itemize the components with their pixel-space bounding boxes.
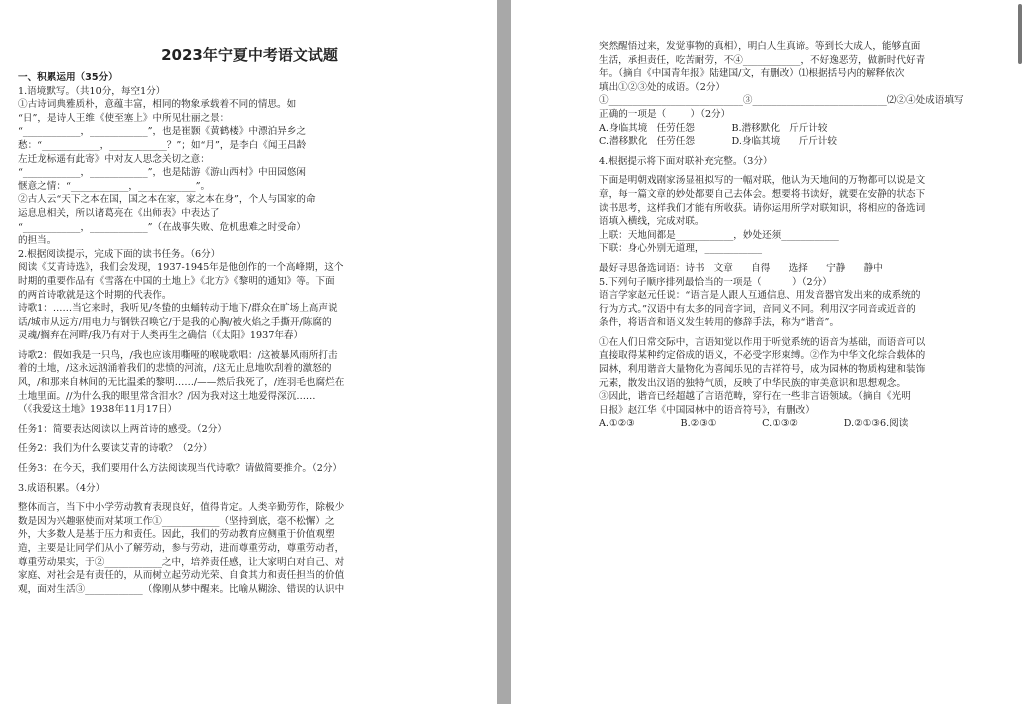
text-line: 上联：天地间都是____________，妙处还须____________ <box>599 229 839 241</box>
text-line: 直接取得某种约定俗成的语义，不必受字形束缚。②作为中华文化综合载体的 <box>599 350 926 362</box>
text-line: 最好寻思备选词语：诗书 文章 自得 选择 宁静 静中 <box>599 262 883 274</box>
text-line: 条件，将语音和语义发生转用的修辞手法，称为“谐音”。 <box>599 317 840 329</box>
text-line: “____________，____________”，也是陆游《游山西村》中田园悠闲 <box>18 167 307 179</box>
page-right-text <box>599 40 1004 431</box>
text-line: 诗歌1：……当它来时，我听见/冬蛰的虫蛹转动于地下/群众在旷场上高声说 <box>18 303 338 315</box>
text-line: 诗歌2：假如我是一只鸟，/我也应该用嘶哑的喉咙歌唱：/这被暴风雨所打击 <box>18 349 338 361</box>
text-line: 1.语境默写。（共10分，每空1分） <box>18 85 166 97</box>
text-line: A.身临其境 任劳任怨 B.潜移默化 斤斤计较 <box>599 122 828 134</box>
text-line: 阅读《艾青诗选》，我们会发现，1937-1945年是他创作的一个高峰期，这个 <box>18 262 344 274</box>
text-line: 突然醒悟过来，发觉事物的真相），明白人生真谛。等到长大成人，能够直面 <box>599 41 921 52</box>
text-line: 任务3：在今天，我们要用什么方法阅读现当代诗歌？请做简要推介。（2分） <box>18 463 343 475</box>
text-line: ①古诗词典雅质朴，意蕴丰富，相同的物象承载着不同的情思。如 <box>18 99 297 111</box>
text-line: 下面是明朝戏剧家汤显祖拟写的一幅对联，他认为天地间的万物都可以说是文 <box>599 175 926 187</box>
text-line: 话/城市从远方/用电力与钢铁召唤它/于是我的心胸/被火焰之手撕开/陈腐的 <box>18 316 332 328</box>
text-line: 的两首诗歌就是这个时期的代表作。 <box>18 289 172 301</box>
text-line: （《我爱这土地》1938年11月17日） <box>18 404 178 416</box>
text-line: 惬意之情：“____________，____________”。 <box>18 180 211 192</box>
text-line: A.①②③ B.②③① C.①③② D.②①③6.阅读 <box>599 418 909 430</box>
text-line: 3.成语积累。（4分） <box>18 482 106 494</box>
text-line: 任务2：我们为什么要读艾青的诗歌？（2分） <box>18 443 213 455</box>
text-line: “____________，____________”（在战事失败、危机患难之时受命） <box>18 221 307 233</box>
text-line: 家庭、对社会是有责任的，从而树立起劳动光荣、自食其力和责任担当的价值 <box>18 570 345 582</box>
text-line: 时期的重要作品有《雪落在中国的土地上》《北方》《黎明的通知》等。下面 <box>18 275 335 287</box>
text-line: 整体而言，当下中小学劳动教育表现良好，值得肯定。人类辛勤劳作，除极少 <box>18 502 345 514</box>
text-line: 填出①②③处的成语。（2分） <box>599 81 726 93</box>
text-line: 运息息相关，所以诸葛亮在《出师表》中表达了 <box>18 207 220 219</box>
text-line: ①在人们日常交际中，言语知觉以作用于听觉系统的语音为基础，而语音可以 <box>599 336 926 348</box>
text-line: 园林，利用谐音大量物化为喜闻乐见的吉祥符号，成为园林的物质构建和装饰 <box>599 364 926 376</box>
text-line: 左迁龙标遥有此寄》中对友人思念关切之意： <box>18 153 210 165</box>
text-line: 日报》赵江华《中国园林中的语音符号》，有删改） <box>599 404 815 416</box>
text-line: 2.根据阅读提示，完成下面的读书任务。（6分） <box>18 248 221 260</box>
text-line: 语言学家赵元任说：“语言是人跟人互通信息、用发音器官发出来的成系统的 <box>599 290 921 302</box>
exam-title: 2023年宁夏中考语文试题 <box>161 46 338 64</box>
text-line: ①____________________________③____________________________⑵②④处成语填写 <box>599 95 964 107</box>
text-line: 的担当。 <box>18 235 57 247</box>
text-line: 读书思考，这样我们才能有所收获。请你运用所学对联知识，将相应的备选词 <box>599 202 926 214</box>
text-line: ②古人云“天下之本在国，国之本在家，家之本在身”，个人与国家的命 <box>18 194 316 206</box>
text-line: 生活，承担责任，吃苦耐劳，不④____________，不好逸恶劳，做新时代好青 <box>599 54 926 66</box>
text-line: 年。（摘自《中国青年报》陆建国/文，有删改）⑴根据括号内的解释依次 <box>599 68 905 80</box>
text-line: 尊重劳动果实，于②____________之中，培养责任感，让大家明白对自己、对 <box>18 556 345 568</box>
text-line: 4.根据提示将下面对联补充完整。（3分） <box>599 155 773 167</box>
text-line: 行为方式。”汉语中有太多的同音字词，音同义不同。利用汉字同音或近音的 <box>599 303 916 315</box>
text-line: 观，面对生活③____________（像刚从梦中醒来。比喻从糊涂、错误的认识中 <box>18 583 345 595</box>
text-line: 风，/和那来自林间的无比温柔的黎明……/——然后我死了，/连羽毛也腐烂在 <box>18 377 345 389</box>
text-line: 造，主要是让同学们从小了解劳动，参与劳动，进而尊重劳动，尊重劳动者， <box>18 543 345 554</box>
text-line: 章，每一篇文章的妙处都要自己去体会。想要将书读好，就要在安静的状态下 <box>599 188 926 200</box>
text-line: 下联：身心外别无道理，____________ <box>599 243 763 255</box>
text-line: 5.下列句子顺序排列最恰当的一项是（ ）（2分） <box>599 276 832 288</box>
text-line: “____________，____________”，也是崔颢《黄鹤楼》中漂泊异乡之 <box>18 126 307 138</box>
text-line: 灵魂/搁弃在河畔/我乃有对于人类再生之确信（《太阳》1937年春） <box>18 330 304 342</box>
scrollbar-thumb[interactable] <box>1018 4 1022 64</box>
page-left-text <box>18 71 481 596</box>
text-line: “日”，是诗人王维《使至塞上》中所见壮丽之景： <box>18 112 230 124</box>
document-page-left <box>0 0 497 704</box>
text-line: 着的土地，/这永远汹涌着我们的悲愤的河流，/这无止息地吹刮着的激怒的 <box>18 363 332 375</box>
text-line: 土地里面。//为什么我的眼里常含泪水？/因为我对这土地爱得深沉…… <box>18 390 316 402</box>
text-line: ③因此，谐音已经超越了言语范畴，穿行在一些非言语领域。（摘自《光明 <box>599 391 911 403</box>
text-line: 任务1：简要表达阅读以上两首诗的感受。（2分） <box>18 423 227 435</box>
page-gutter <box>497 0 511 704</box>
text-line: 外，大多数人是基于压力和责任。因此，我们的劳动教育应侧重于价值观塑 <box>18 529 335 541</box>
text-line: 数是因为兴趣驱使而对某项工作①____________（坚持到底，毫不松懈）之 <box>18 515 335 527</box>
text-line: 元素，散发出汉语的独特气质，反映了中华民族的审美意识和思想观念。 <box>599 377 906 389</box>
text-line: 一、积累运用（35分） <box>18 72 118 83</box>
text-line: C.潜移默化 任劳任怨 D.身临其境 斤斤计较 <box>599 136 837 148</box>
text-line: 愁：“____________，____________？”；如“月”，是李白《闻王昌龄 <box>18 139 307 151</box>
text-line: 语填入横线，完成对联。 <box>599 216 705 228</box>
text-line: 正确的一项是（ ）（2分） <box>599 108 731 120</box>
document-page-right <box>511 0 1024 704</box>
